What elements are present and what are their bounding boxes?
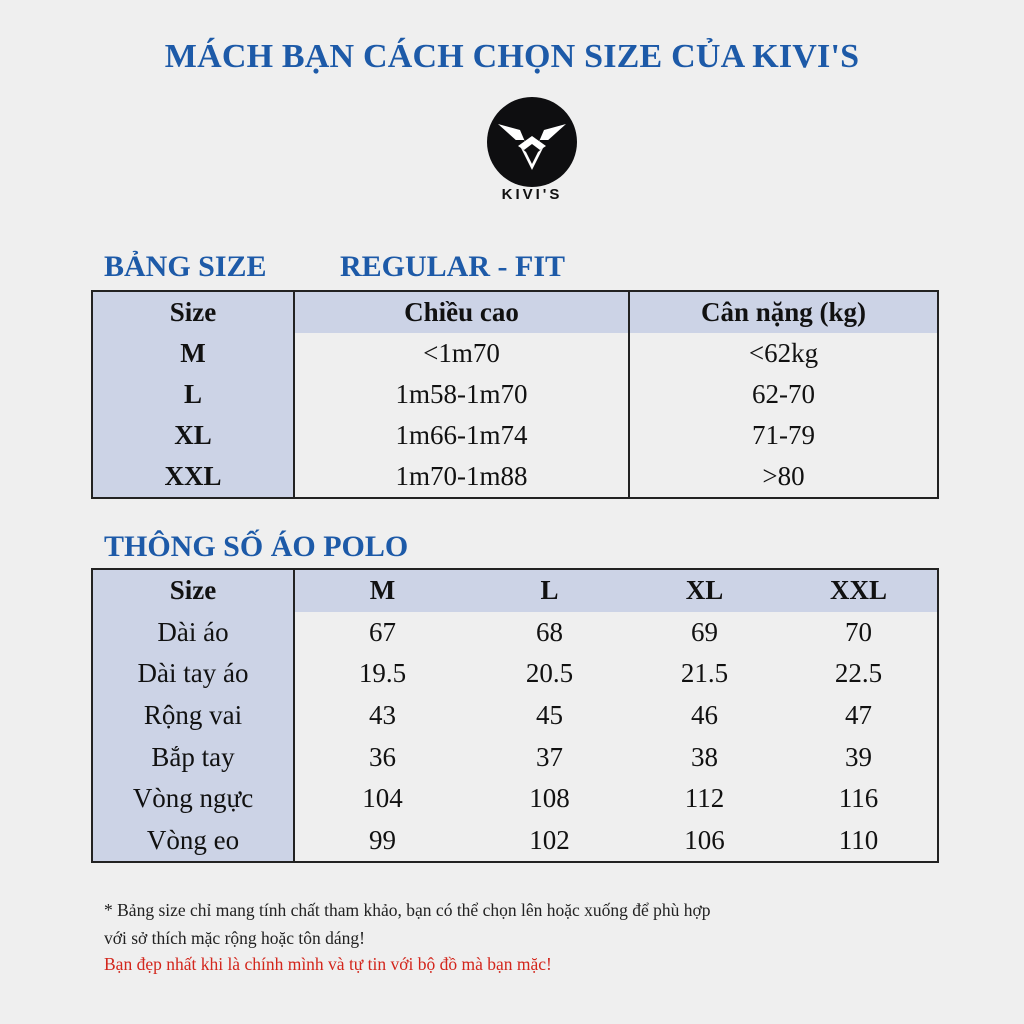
disclaimer-note: * Bảng size chỉ mang tính chất tham khảo, bạn có thể chọn lên hoặc xuống để phù hợp — [104, 900, 711, 920]
table-cell: 43 — [369, 700, 396, 731]
size-table-header: Cân nặng (kg) — [629, 291, 938, 333]
size-cell: L — [92, 374, 294, 415]
polo-table-header: XL — [629, 569, 780, 612]
table-row — [92, 456, 938, 498]
table-cell: 99 — [369, 824, 396, 855]
table-cell: 38 — [691, 741, 718, 772]
table-cell: 108 — [529, 783, 570, 814]
table-cell: 46 — [691, 700, 718, 731]
logo-wordmark: KIVI'S — [501, 186, 563, 203]
size-table-header: Size — [92, 291, 294, 333]
disclaimer-note-continued: với sở thích mặc rộng hoặc tôn dáng! — [104, 928, 366, 948]
size-table-header-row — [92, 291, 938, 333]
table-cell: 39 — [845, 741, 872, 772]
measurement-label: Dài tay áo — [92, 653, 294, 695]
size-table-header: Chiều cao — [294, 291, 629, 333]
table-cell: 69 — [691, 616, 718, 647]
kivis-logo-icon — [486, 96, 578, 188]
table-cell: 116 — [838, 783, 879, 814]
size-cell: XXL — [92, 456, 294, 498]
measurement-label: Dài áo — [92, 612, 294, 654]
table-cell: 104 — [362, 783, 403, 814]
height-cell: 1m58-1m70 — [294, 374, 629, 415]
weight-cell: 62-70 — [752, 379, 815, 409]
table-cell: 19.5 — [358, 658, 407, 689]
table-cell: 68 — [536, 616, 563, 647]
table-row — [92, 333, 938, 374]
weight-cell: >80 — [762, 461, 805, 491]
fit-label: REGULAR - FIT — [340, 250, 566, 283]
table-cell: 102 — [529, 824, 570, 855]
size-cell: XL — [92, 415, 294, 456]
height-cell: 1m70-1m88 — [294, 456, 629, 498]
polo-table-header: M — [294, 569, 470, 612]
polo-table-header: Size — [92, 569, 294, 612]
weight-cell: <62kg — [748, 338, 819, 368]
polo-spec-table — [91, 568, 939, 863]
table-cell: 36 — [369, 741, 396, 772]
height-cell: <1m70 — [294, 333, 629, 374]
height-cell: 1m66-1m74 — [294, 415, 629, 456]
measurement-label: Bắp tay — [92, 736, 294, 778]
encouragement-note: Bạn đẹp nhất khi là chính mình và tự tin với bộ đồ mà bạn mặc! — [104, 954, 552, 974]
size-cell: M — [92, 333, 294, 374]
table-row — [92, 778, 938, 820]
table-cell: 70 — [845, 616, 872, 647]
polo-table-label: THÔNG SỐ ÁO POLO — [104, 530, 409, 563]
table-cell: 22.5 — [834, 658, 883, 689]
table-cell: 20.5 — [525, 658, 574, 689]
size-table — [91, 290, 939, 499]
measurement-label: Vòng ngực — [92, 778, 294, 820]
table-cell: 45 — [536, 700, 563, 731]
table-cell: 21.5 — [680, 658, 729, 689]
table-row — [92, 736, 938, 778]
table-cell: 47 — [845, 700, 872, 731]
table-cell: 106 — [684, 824, 725, 855]
table-cell: 37 — [536, 741, 563, 772]
size-table-label: BẢNG SIZE — [104, 250, 267, 283]
polo-table-header-row — [92, 569, 938, 612]
polo-table-header: L — [470, 569, 629, 612]
table-cell: 67 — [369, 616, 396, 647]
polo-table-header: XXL — [780, 569, 938, 612]
table-row — [92, 415, 938, 456]
measurement-label: Vòng eo — [92, 820, 294, 863]
table-cell: 110 — [838, 824, 879, 855]
table-cell: 112 — [684, 783, 725, 814]
table-row — [92, 820, 938, 863]
table-row — [92, 695, 938, 737]
measurement-label: Rộng vai — [92, 695, 294, 737]
table-row — [92, 374, 938, 415]
page-title: MÁCH BẠN CÁCH CHỌN SIZE CỦA KIVI'S — [164, 38, 860, 75]
weight-cell: 71-79 — [752, 420, 815, 450]
table-row — [92, 653, 938, 695]
table-row — [92, 612, 938, 654]
